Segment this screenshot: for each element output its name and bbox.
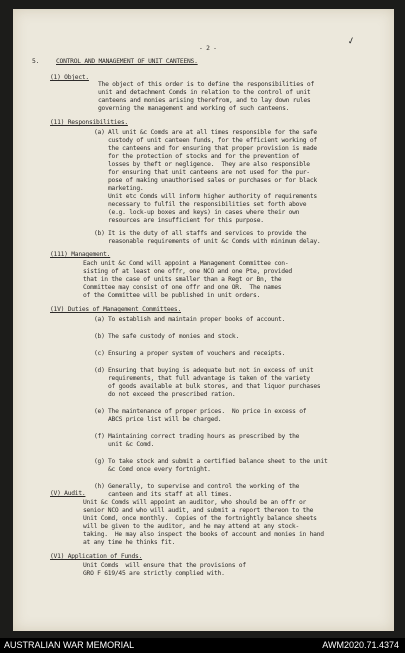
document-page bbox=[13, 9, 394, 631]
item-line: To establish and maintain proper books of account. bbox=[108, 316, 286, 323]
item-line: It is the duty of all staffs and services to provide the bbox=[108, 230, 307, 237]
item-line: custody of unit canteen funds, for the efficient working of bbox=[108, 137, 317, 144]
item-line: pose of making unauthorised sales or purchases or for black bbox=[108, 177, 317, 184]
item-marker: (c) bbox=[94, 350, 105, 357]
page-number: - 2 - bbox=[199, 45, 217, 52]
item-line: of goods available at bulk stores, and that liquor purchases bbox=[108, 383, 321, 390]
item-line: The maintenance of proper prices. No price in excess of bbox=[108, 408, 307, 415]
item-marker: (a) bbox=[94, 129, 105, 136]
item-line: ABCS price list will be charged. bbox=[108, 416, 222, 423]
item-line: the canteens and for ensuring that proper provision is made bbox=[108, 145, 317, 152]
item-marker: (e) bbox=[94, 408, 105, 415]
item-line: necessary to fulfil the responsibilities set forth above bbox=[108, 201, 307, 208]
item-line: &c Comd once every fortnight. bbox=[108, 466, 211, 473]
item-marker: (b) bbox=[94, 230, 105, 237]
item-line: Generally, to supervise and control the working of the bbox=[108, 483, 300, 490]
item-line: The safe custody of monies and stock. bbox=[108, 333, 240, 340]
body-line: sisting of at least one offr, one NCO and one Pte, provided bbox=[83, 268, 292, 275]
body-line: taking. He may also inspect the books of account and monies in hand bbox=[83, 531, 324, 538]
item-line: losses by theft or negligence. They are also responsible bbox=[108, 161, 310, 168]
item-line: Maintaining correct trading hours as prescribed by the bbox=[108, 433, 300, 440]
footer-bar bbox=[0, 638, 405, 653]
item-line: To take stock and submit a certified balance sheet to the unit bbox=[108, 458, 328, 465]
item-line: requirements, that full advantage is taken of the variety bbox=[108, 375, 310, 382]
body-line: at any time he thinks fit. bbox=[83, 539, 176, 546]
item-line: (e.g. lock-up boxes and keys) in cases where their own bbox=[108, 209, 300, 216]
item-line: canteen and its staff at all times. bbox=[108, 491, 232, 498]
item-marker: (a) bbox=[94, 316, 105, 323]
body-line: governing the management and working of such canteens. bbox=[98, 105, 290, 112]
subsection-label: (V) Audit. bbox=[50, 490, 86, 497]
item-line: resources are insufficient for this purpose. bbox=[108, 217, 264, 224]
footer-accession: AWM2020.71.4374 bbox=[322, 640, 399, 650]
tick-mark: ✓ bbox=[346, 33, 356, 48]
item-marker: (g) bbox=[94, 458, 105, 465]
body-line: that in the case of units smaller than a Regt or Bn, the bbox=[83, 276, 282, 283]
footer-source: AUSTRALIAN WAR MEMORIAL bbox=[4, 640, 135, 650]
item-line: unit &c Comd. bbox=[108, 441, 155, 448]
item-line: Ensuring that buying is adequate but not in excess of unit bbox=[108, 367, 314, 374]
body-line: will be given to the auditor, and he may attend at any stock- bbox=[83, 523, 300, 530]
body-line: Unit Comds will ensure that the provisions of bbox=[83, 562, 246, 569]
item-line: Unit etc Comds will inform higher authority of requirements bbox=[108, 193, 317, 200]
section-number: 5. bbox=[32, 58, 40, 65]
body-line: Each unit &c Comd will appoint a Management Committee con- bbox=[83, 260, 289, 267]
body-line: senior NCO and who will audit, and submit a report thereon to the bbox=[83, 507, 314, 514]
item-marker: (b) bbox=[94, 333, 105, 340]
item-line: do not exceed the prescribed ration. bbox=[108, 391, 236, 398]
body-line: GRO F 619/45 are strictly complied with. bbox=[83, 570, 225, 577]
item-line: marketing. bbox=[108, 185, 144, 192]
body-line: Unit &c Comds will appoint an auditor, who should be an offr or bbox=[83, 499, 307, 506]
subsection-label: (11) Responsibilities. bbox=[50, 119, 128, 126]
item-marker: (f) bbox=[94, 433, 105, 440]
subsection-label: (V1) Application of Funds. bbox=[50, 553, 143, 560]
body-line: Unit Comd, once monthly. Copies of the fortnightly balance sheets bbox=[83, 515, 317, 522]
subsection-label: (1V) Duties of Management Committees. bbox=[50, 306, 182, 313]
item-line: Ensuring a proper system of vouchers and receipts. bbox=[108, 350, 286, 357]
item-line: for the protection of stocks and for the prevention of bbox=[108, 153, 300, 160]
body-line: of the Committee will be published in unit orders. bbox=[83, 292, 261, 299]
item-line: reasonable requirements of unit &c Comds with minimum delay. bbox=[108, 238, 321, 245]
body-line: unit and detachment Comds in relation to the control of unit bbox=[98, 89, 311, 96]
item-line: All unit &c Comds are at all times responsible for the safe bbox=[108, 129, 317, 136]
item-marker: (d) bbox=[94, 367, 105, 374]
item-marker: (h) bbox=[94, 483, 105, 490]
section-heading: CONTROL AND MANAGEMENT OF UNIT CANTEENS. bbox=[56, 58, 198, 65]
subsection-label: (111) Management. bbox=[50, 251, 111, 258]
subsection-label: (1) Object. bbox=[50, 74, 89, 81]
body-line: canteens and monies arising therefrom, and to lay down rules bbox=[98, 97, 311, 104]
body-line: The object of this order is to define the responsibilities of bbox=[98, 81, 315, 88]
item-line: for ensuring that unit canteens are not used for the pur- bbox=[108, 169, 310, 176]
body-line: Committee may consist of one offr and one OR. The names bbox=[83, 284, 282, 291]
